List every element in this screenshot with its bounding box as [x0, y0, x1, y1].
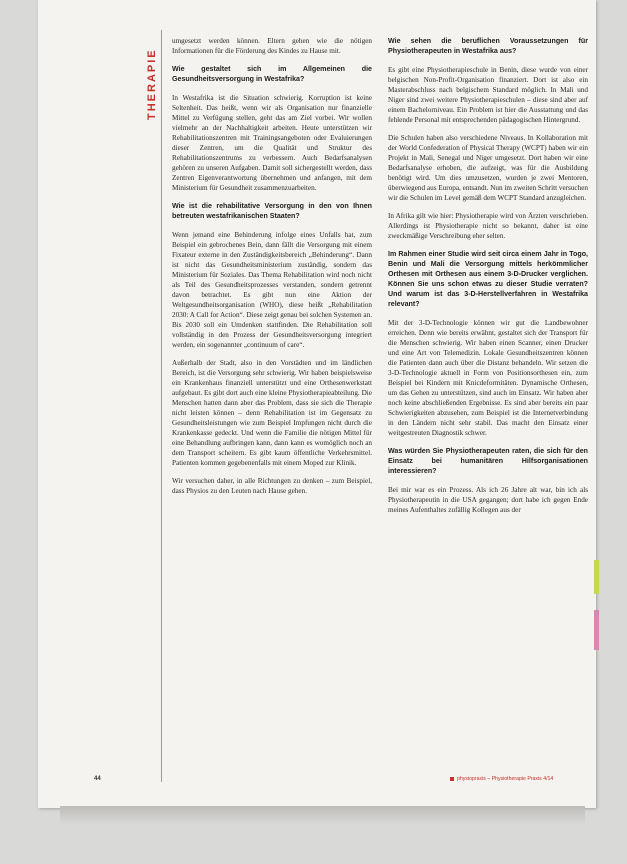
page-shadow	[60, 806, 585, 824]
paragraph: In Westafrika ist die Situation schwierig. Korruption ist keine Seltenheit. Das heißt, wenn wir als Organisation nur finanzielle Mittel zu Verfügung stellen, geht das am Ziel vorbei. Wir wollen vielmehr an der Nachhaltigkeit arbeiten. Heute unterstützen wir Rehabilitationszentren mit Trainingsangeboten oder Evaluierungen dieser Zentren, um die Qualität und Struktur des Rehabilitationszentrums zu verbessern. Auch Bedarfsanalysen gehören zu unseren Aufgaben. Damit soll sichergestellt werden, dass Zentren Eigenverantwortung übernehmen und anfangen, mit dem Ministerium für Gesundheit zusammenzuarbeiten.	[172, 94, 372, 192]
question-heading: Im Rahmen einer Studie wird seit circa einem Jahr in Togo, Benin und Mali die Versorgung mittels herkömmlicher Orthesen mit Orthesen aus einem 3-D-Drucker verglichen. Können Sie uns schon etwas zu dieser Studie verraten? Und warum ist das 3-D-Herstellverfahren in Westafrika relevant?	[388, 250, 588, 308]
paragraph: Die Schulen haben also verschiedene Niveaus. In Kollaboration mit der World Confederation of Physical Therapy (WCPT) haben wir ein Projekt in Mali, Senegal und Niger umgesetzt. Dort haben wir eine Bedarfsanalyse erhoben, die aufzeigt, was für die Ausbildung benötigt wird. Um dies umzusetzen, wurden je zwei Mentoren, überwiegend aus Europa, entsandt. Nun im zweiten Schritt versuchen wir die Schulen im Level gemäß dem WCPT Standard anzugleichen.	[388, 134, 588, 202]
paragraph: In Afrika gilt wie hier: Physiotherapie wird von Ärzten verschrieben. Allerdings ist Physiotherapie nicht so bekannt, daher ist eine zweckmäßige Verschreibung eher selten.	[388, 212, 588, 240]
column-rule	[161, 30, 162, 782]
question-heading: Was würden Sie Physiotherapeuten raten, die sich für den Einsatz bei humanitären Hilfsorganisationen interessieren?	[388, 447, 588, 475]
paragraph: Es gibt eine Physiotherapieschule in Benin, diese wurde von einer belgischen Non-Profit-Organisation finanziert. Dort ist also ein Masterabschluss nach belgischem Standard möglich. In Mali und Niger sind zwei weitere Physiotherapieschulen – diese sind aber auf einem Bachelorniveau. Ein Problem ist hier die Ausstattung und das fehlende Personal mit entsprechenden pädagogischen Hintergrund.	[388, 66, 588, 124]
footer-text: physiopraxis – Physiotherapie Praxis 4/14	[457, 776, 554, 782]
edge-tab-green	[594, 560, 599, 594]
footer-bullet-icon	[450, 777, 454, 781]
question-heading: Wie ist die rehabilitative Versorgung in den von Ihnen betreuten westafrikanischen Staaten?	[172, 202, 372, 220]
paragraph: Mit der 3-D-Technologie können wir gut die Landbewohner erreichen. Denn wie bereits erwähnt, gestaltet sich der Transport für die Menschen schwierig. Wir haben einen Scanner, einen Drucker und eine Art von Telemedizin. Lokale Gesundheitszentren können die Patienten dann auch über die Distanz behandeln. Wir setzen die 3-D-Technologie aktuell in Form von Positionsorthesen ein, zum Beispiel bei Kindern mit Knicdeformitäten. Dynamische Orthesen, um das Gehen zu unterstützen, sind auch im Einsatz. Wir haben aber noch keine abschließenden Ergebnisse. Es sind aber bereits ein paar Schwierigkeiten abzusehen, zum Beispiel ist die Internetverbindung in den Ländern nicht sehr stabil. Das macht den Einsatz einer weitgestreuten Diagnostik schwer.	[388, 319, 588, 437]
paragraph: Wenn jemand eine Behinderung infolge eines Unfalls hat, zum Beispiel ein gebrochenes Bein, dann fällt die Versorgung mit einem Fixateur externe in den Zuständigkeitsbereich „Behinderung“. Dann ist nicht das Gesundheitsministerium zuständig, sondern das Ministerium für Soziales. Das Thema Rehabilitation wird noch nicht als Teil des Gesundheitsprozesses verstanden, sondern getrennt davon betrachtet. Es gibt nun eine Aktion der Weltgesundheitsorganisation (WHO), diese heißt „Rehabilitation 2030: A Call for Action“. Diese zeigt genau bei solchen Systemen an. Bis 2030 soll ein Umdenken stattfinden. Die Rehabilitation soll vollständig in den Prozess der Gesundheitsversorgung integriert werden, ein sogenannter „continuum of care“.	[172, 231, 372, 349]
section-label: THERAPIE	[146, 48, 158, 120]
paragraph: umgesetzt werden können. Eltern gehen wie die nötigen Informationen für die Förderung des Kindes zu Hause mit.	[172, 37, 372, 55]
paragraph: Außerhalb der Stadt, also in den Vorstädten und im ländlichen Bereich, ist die Versorgung sehr schwierig. Wir haben beispielsweise ein Krankenhaus finanziell unterstützt und eine Orthesenwerkstatt aufgebaut. Es gibt dort auch eine kleine Physiotherapieabteilung. Die Menschen hatten dann aber das Problem, dass sie sich die Therapie nicht leisten können – denn Rehabilitation ist im Gegensatz zu Gesundheitsleistungen wie zum Beispiel Impfungen nicht durch die Krankenkasse gedeckt. Und wenn die Familie die nötigen Mittel für eine Behandlung aufbringen kann, dann kann es womöglich noch an dem Transport scheitern. Es gibt kaum öffentliche Verkehrsmittel. Patienten kommen gegebenenfalls mit einem Moped zur Klinik.	[172, 359, 372, 467]
footer-line	[450, 776, 553, 782]
paragraph: Bei mir war es ein Prozess. Als ich 26 Jahre alt war, bin ich als Physiotherapeutin in die USA gegangen; dort habe ich gegen Ende meines Aufenthaltes zufällig Kollegen aus der	[388, 486, 588, 514]
edge-tab-pink	[594, 610, 599, 650]
question-heading: Wie sehen die beruflichen Voraussetzungen für Physiotherapeuten in Westafrika aus?	[388, 37, 588, 55]
question-heading: Wie gestaltet sich im Allgemeinen die Gesundheitsversorgung in Westafrika?	[172, 65, 372, 83]
page-number: 44	[94, 776, 101, 782]
paragraph: Wir versuchen daher, in alle Richtungen zu denken – zum Beispiel, dass Physios zu den Leuten nach Hause gehen.	[172, 477, 372, 495]
text-column-right	[388, 36, 588, 523]
text-column-left	[172, 36, 372, 504]
